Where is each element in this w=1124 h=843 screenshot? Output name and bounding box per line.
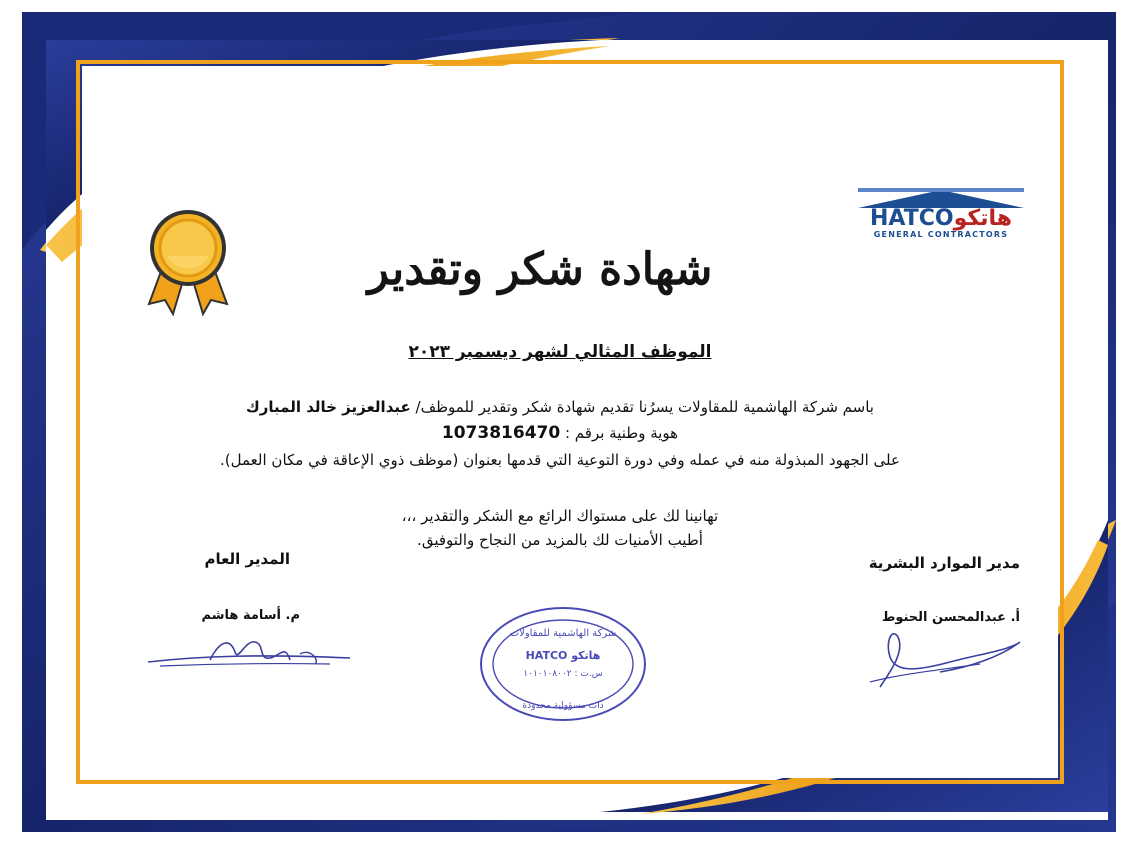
award-ribbon-icon (145, 208, 231, 318)
certificate-heading: شهادة شكر وتقدير (367, 244, 713, 295)
id-number: 1073816470 (441, 423, 561, 443)
employee-name: عبدالعزيز خالد المبارك (246, 398, 411, 416)
hatco-logo (858, 188, 1024, 250)
logo-wordmark: HATCOهاتكو (870, 206, 1012, 231)
gm-signature (140, 630, 360, 680)
id-label: هوية وطنية برقم : (564, 424, 679, 442)
hr-manager-title: مدير الموارد البشرية (868, 554, 1020, 572)
hr-manager-name: أ. عبدالمحسن الحنوط (881, 610, 1020, 625)
stamp-type: ذات مسؤولية محدودة (522, 701, 604, 711)
stamp-brand: HATCO هاتكو (525, 649, 601, 662)
body-line-5: أطيب الأمنيات لك بالمزيد من النجاح والتوفيق. (417, 531, 703, 549)
roof-icon (858, 188, 1024, 208)
general-manager-title: المدير العام (204, 550, 290, 568)
body-line-1 (150, 394, 970, 420)
hr-signature (860, 612, 1030, 702)
stamp-company: شركة الهاشمية للمقاولات (509, 628, 617, 639)
body-line-3: على الجهود المبذولة منه في عمله وفي دورة التوعية التي قدمها بعنوان (موظف ذوي الإعاقة في مكان العمل). (220, 451, 900, 469)
logo-subtitle: GENERAL CONTRACTORS (873, 230, 1009, 239)
body-line-4: تهانينا لك على مستواك الرائع مع الشكر والتقدير ،،، (401, 507, 719, 525)
general-manager-name: م. أسامة هاشم (201, 608, 300, 623)
body-line-2 (150, 420, 970, 446)
company-stamp (478, 604, 648, 724)
stamp-cr: س.ت : ١٠١٠١٠٨٠٠٢ (523, 669, 603, 679)
line1-prefix: باسم شركة الهاشمية للمقاولات يسرُنا تقديم شهادة شكر وتقدير للموظف/ (415, 398, 874, 416)
certificate-subtitle: الموظف المثالي لشهر ديسمبر ٢٠٢٣ (408, 342, 712, 362)
